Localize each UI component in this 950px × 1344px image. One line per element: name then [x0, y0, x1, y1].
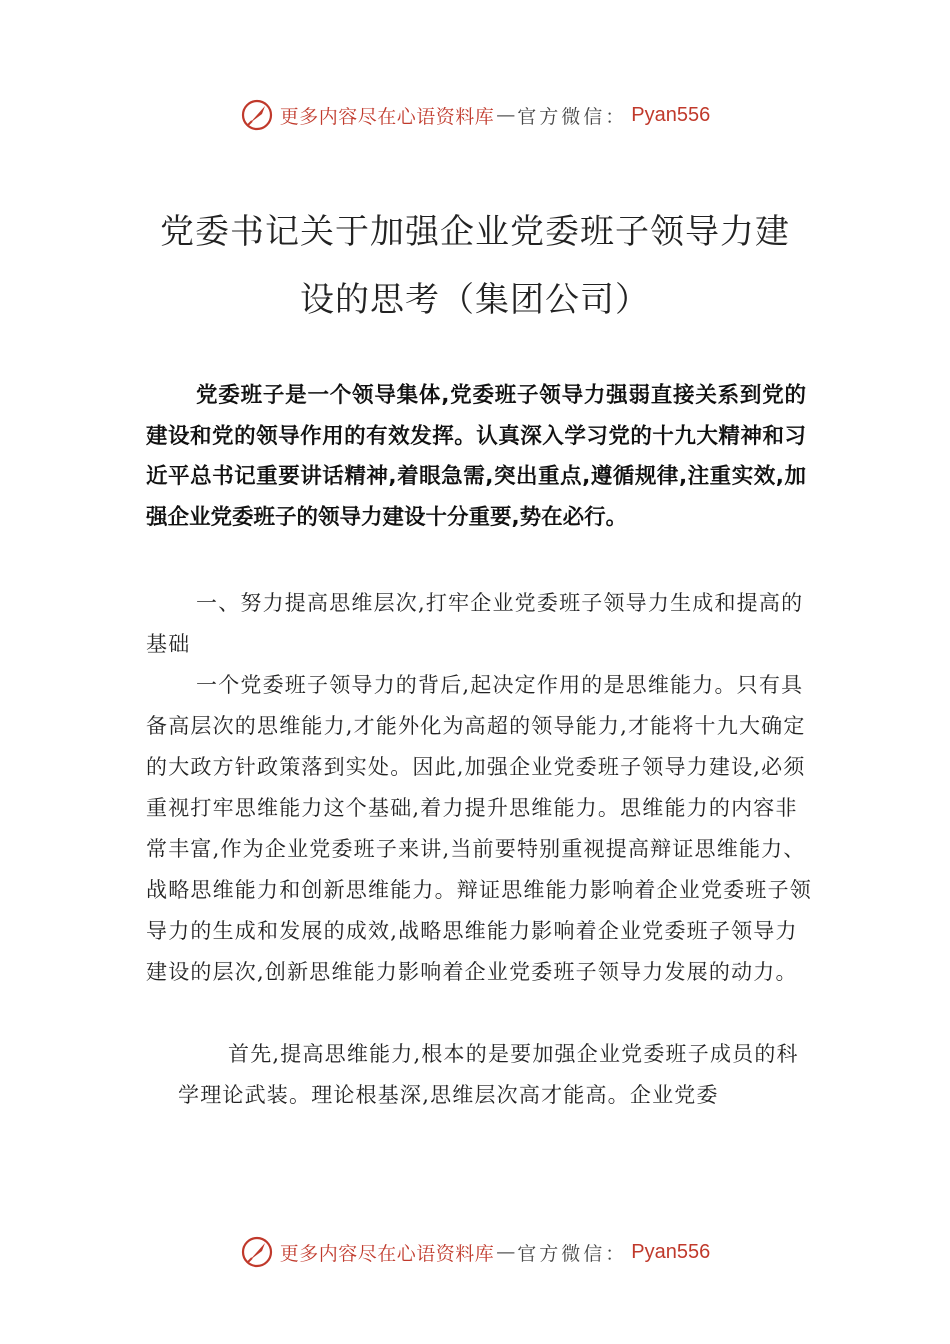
banner-dash: — [496, 104, 516, 126]
footer-banner [0, 1232, 950, 1272]
header-banner [0, 95, 950, 135]
title-line-1: 党委书记关于加强企业党委班子领导力建 [160, 212, 790, 252]
intro-paragraph: 党委班子是一个领导集体,党委班子领导力强弱直接关系到党的建设和党的领导作用的有效发挥。认真深入学习党的十九大精神和习近平总书记重要讲话精神,着眼急需,突出重点,遵循规律,注重实效,加强企业党委班子的领导力建设十分重要,势在必行。 [146, 383, 806, 530]
first-point-paragraph: 首先,提高思维能力,根本的是要加强企业党委班子成员的科学理论武装。理论根基深,思维层次高才能高。企业党委 [178, 1042, 799, 1107]
banner-dash: — [496, 1241, 516, 1263]
quill-logo-icon [240, 98, 274, 132]
document-body [146, 583, 818, 993]
banner-slogan: 更多内容尽在心语资料库 [279, 1242, 495, 1265]
banner-wechat-id: Pyan556 [631, 103, 711, 126]
section-1-paragraph: 一个党委班子领导力的背后,起决定作用的是思维能力。只有具备高层次的思维能力,才能外化为高超的领导能力,才能将十九大确定的大政方针政策落到实处。因此,加强企业党委班子领导力建设,必须重视打牢思维能力这个基础,着力提升思维能力。思维能力的内容非常丰富,作为企业党委班子来讲,当前要特别重视提高辩证思维能力、战略思维能力和创新思维能力。辩证思维能力影响着企业党委班子领导力的生成和发展的成效,战略思维能力影响着企业党委班子领导力建设的层次,创新思维能力影响着企业党委班子领导力发展的动力。 [146, 673, 812, 984]
banner-wechat-id: Pyan556 [631, 1240, 711, 1263]
quill-logo-icon [240, 1235, 274, 1269]
section-1-heading: 一、努力提高思维层次,打牢企业党委班子领导力生成和提高的基础 [146, 591, 804, 656]
document-title [140, 198, 810, 334]
banner-wechat-label: 官方微信： [517, 105, 628, 128]
banner-wechat-label: 官方微信： [517, 1242, 628, 1265]
title-line-2: 设的思考（集团公司） [300, 280, 650, 320]
banner-slogan: 更多内容尽在心语资料库 [279, 105, 495, 128]
